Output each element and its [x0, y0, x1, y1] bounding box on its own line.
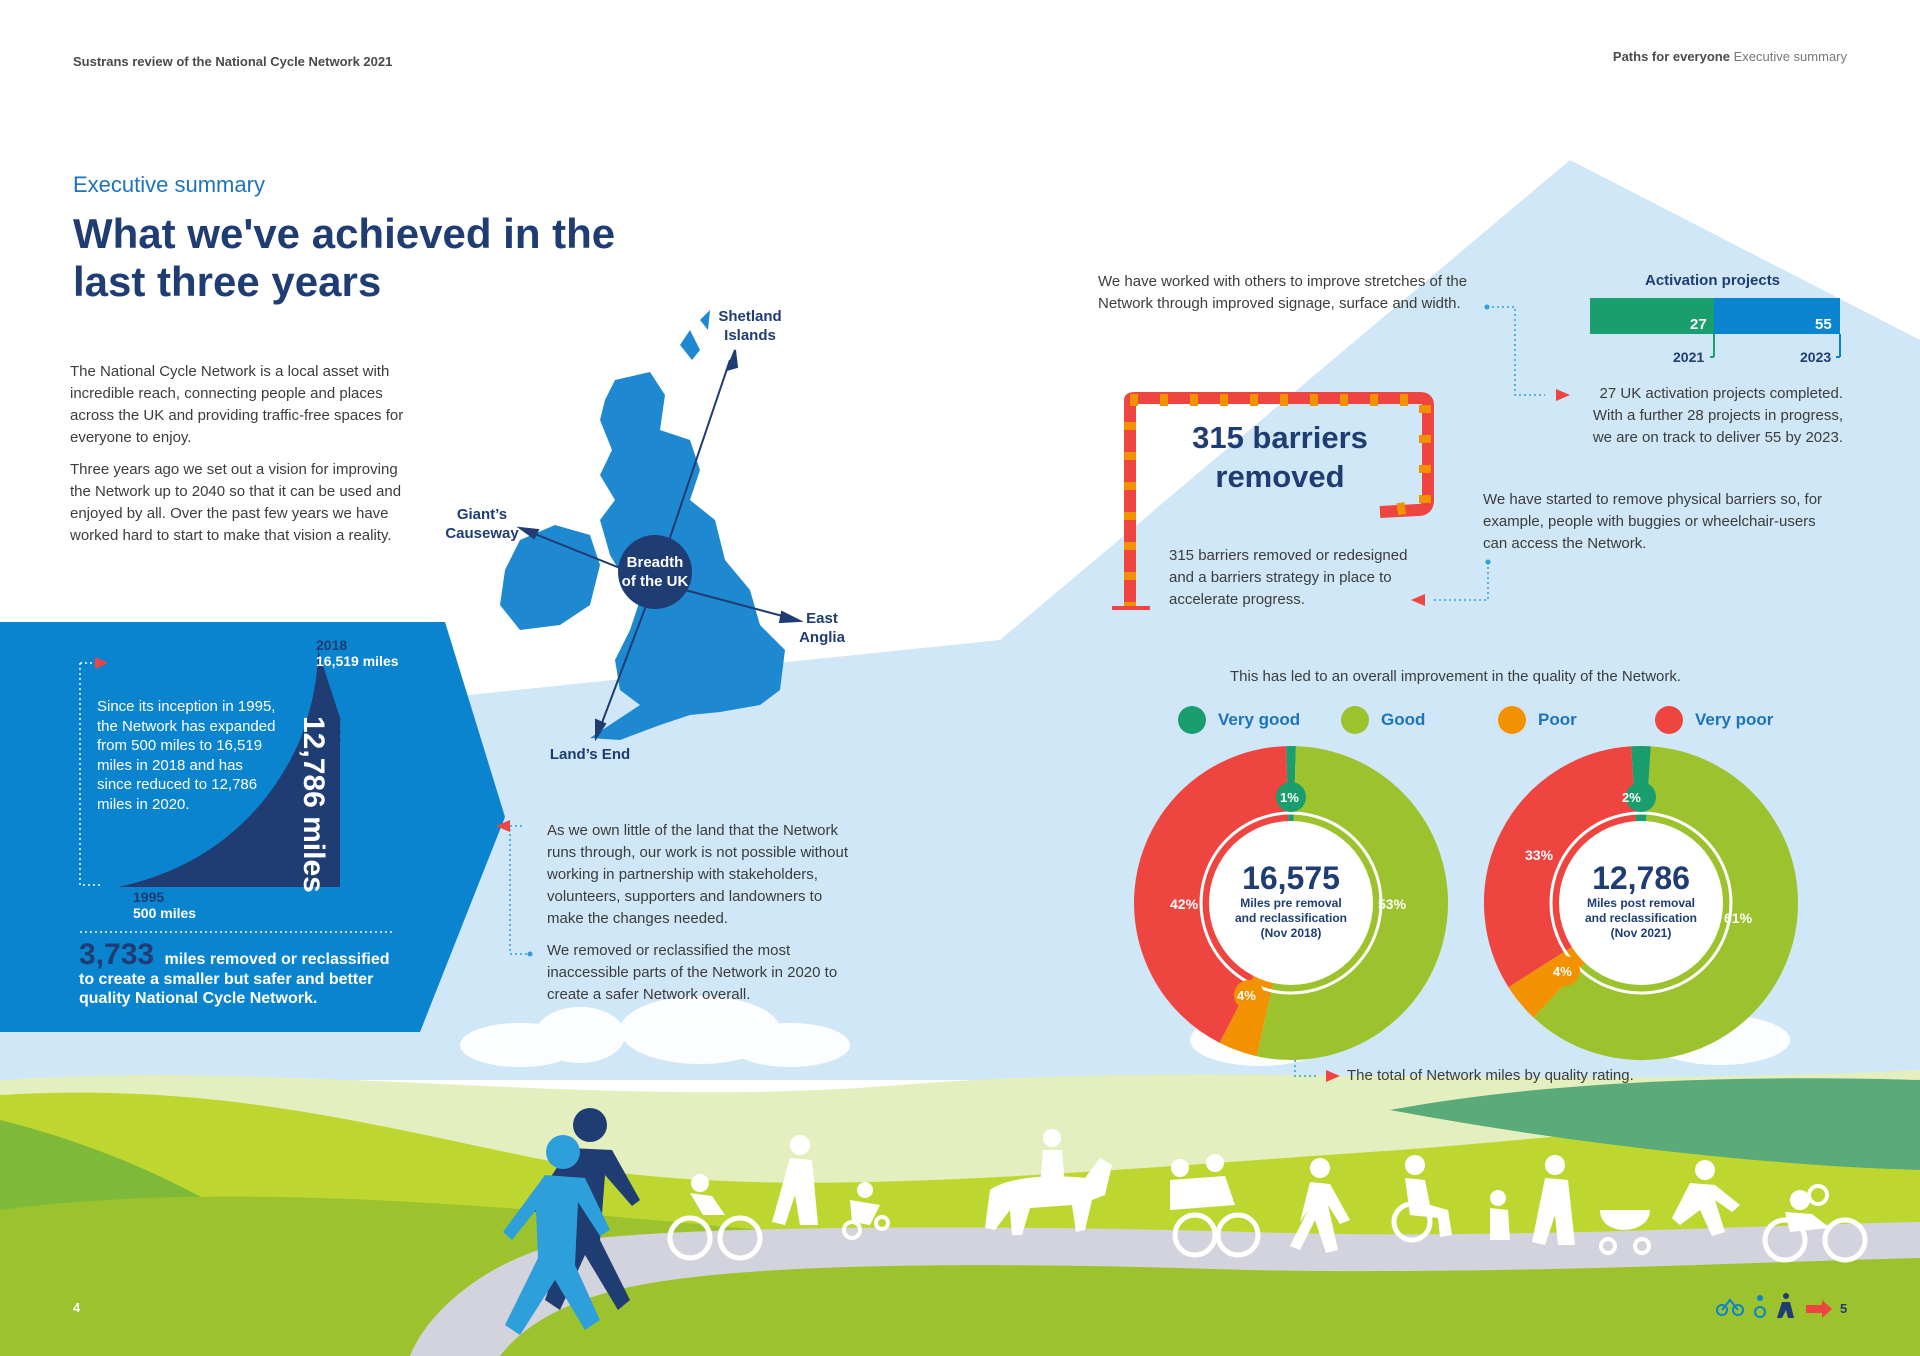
east-anglia-label-1: East: [806, 610, 838, 627]
page-number-left: 4: [73, 1300, 81, 1315]
lands-end-label: Land’s End: [549, 746, 631, 763]
east-anglia-label-2: Anglia: [799, 629, 845, 646]
label-2018-miles: 16,519 miles: [316, 653, 399, 669]
donut-2-center: [1561, 860, 1721, 941]
activation-value-2021: 27: [1690, 316, 1707, 333]
donut-2-very-poor-pct: 33%: [1525, 847, 1554, 863]
removed-number: 3,733: [79, 938, 155, 971]
label-2020-year: 2020: [329, 716, 343, 743]
giants-label-1: Giant’s: [456, 506, 508, 523]
activation-text: 27 UK activation projects completed. With a further 28 projects in progress, we are on track to deliver 55 by 2023.: [1592, 385, 1843, 446]
label-1995-miles: 500 miles: [133, 905, 197, 921]
label-2020-miles: 12,786 miles: [297, 716, 330, 893]
removed-text-2: to create a smaller but safer and better: [79, 971, 374, 988]
shetland-label-2: Islands: [724, 327, 776, 344]
signage-text: We have worked with others to improve stretches of the Network through improved signage, surface and width.: [1098, 273, 1468, 312]
activation-title: Activation projects: [1645, 272, 1781, 289]
activation-value-2023: 55: [1815, 316, 1832, 333]
giants-causeway-label: [432, 505, 532, 543]
section-subtitle: Executive summary: [73, 172, 265, 197]
donut-2-very-good-pct: 2%: [1622, 790, 1641, 805]
label-2018-year: 2018: [316, 637, 348, 653]
page-title: [73, 210, 673, 306]
page-title-line-2: last three years: [73, 258, 382, 305]
partnership-text-2: We removed or reclassified the most inaccessible parts of the Network in 2020 to create a safer Network overall.: [547, 942, 838, 1003]
legend-label-very-poor: Very poor: [1695, 710, 1774, 729]
legend-dot-very-good: [1178, 706, 1206, 734]
shetland-label-1: Shetland: [718, 308, 782, 325]
east-anglia-label: [772, 609, 872, 647]
growth-text: Since its inception in 1995, the Network has expanded from 500 miles to 16,519 miles in 2018 and has since reduced to 12,786 miles in 2020.: [97, 698, 276, 813]
barriers-intro: We have started to remove physical barriers so, for example, people with buggies or wheelchair-users can access the Network.: [1483, 491, 1823, 552]
donut-1-very-poor-pct: 42%: [1170, 896, 1199, 912]
removed-text-3: quality National Cycle Network.: [79, 990, 318, 1007]
removed-statement: [79, 940, 419, 1008]
page-number-right: 5: [1840, 1301, 1848, 1316]
breadth-label: [605, 553, 705, 591]
partnership-text-1: As we own little of the land that the Network runs through, our work is not possible without working in partnership with stakeholders, volunteers, supporters and landowners to make the changes needed.: [547, 822, 848, 927]
label-1995: [133, 889, 196, 921]
legend-dot-poor: [1498, 706, 1526, 734]
label-2020-rotated: [297, 716, 343, 893]
donut-1-very-good-pct: 1%: [1280, 790, 1299, 805]
label-1995-year: 1995: [133, 889, 165, 905]
legend-very-poor: [1655, 706, 1773, 734]
page-title-line-1: What we've achieved in the: [73, 210, 616, 257]
legend-dot-good: [1341, 706, 1369, 734]
activation-label-2021: 2021: [1673, 349, 1705, 365]
removed-text-1: miles removed or reclassified: [164, 951, 390, 968]
intro-paragraph-2: Three years ago we set out a vision for improving the Network up to 2040 so that it can be used and enjoyed by all. Over the past few years we have worked hard to start to make that vision a reality.: [70, 461, 402, 544]
legend-label-very-good: Very good: [1218, 710, 1301, 729]
intro-text: [70, 361, 420, 557]
donut-2-total: 12,786: [1592, 860, 1690, 896]
legend-label-good: Good: [1381, 710, 1426, 729]
legend-good: [1341, 706, 1498, 734]
donut-2-caption-2: and reclassification: [1584, 911, 1698, 925]
barriers-headline-2: removed: [1215, 459, 1345, 494]
legend-label-poor: Poor: [1538, 710, 1577, 729]
barriers-headline: [1145, 418, 1415, 496]
donut-1-caption-1: Miles pre removal: [1240, 896, 1342, 910]
quality-lead: This has led to an overall improvement in the quality of the Network.: [1230, 668, 1682, 685]
barriers-headline-1: 315 barriers: [1192, 420, 1368, 455]
header-right-light: Executive summary: [1733, 49, 1847, 64]
donut-2-good-pct: 61%: [1724, 910, 1753, 926]
donut-2-caption-1: Miles post removal: [1586, 896, 1696, 910]
label-2018: [316, 637, 399, 669]
barriers-text: 315 barriers removed or redesigned and a barriers strategy in place to accelerate progress.: [1169, 547, 1408, 608]
donut-1-center: [1211, 860, 1371, 941]
donut-1-caption-3: (Nov 2018): [1260, 926, 1322, 940]
activation-label-2023: 2023: [1800, 349, 1832, 365]
legend-very-good: [1178, 706, 1341, 734]
donut-1-caption-2: and reclassification: [1234, 911, 1348, 925]
header-right: [1613, 49, 1847, 64]
legend-dot-very-poor: [1655, 706, 1683, 734]
donut-1-good-pct: 53%: [1378, 896, 1407, 912]
breadth-label-2: of the UK: [621, 573, 689, 590]
shetland-label: [700, 307, 800, 345]
donut-2-caption-3: (Nov 2021): [1610, 926, 1672, 940]
header-right-bold: Paths for everyone: [1612, 49, 1730, 64]
quality-footnote: The total of Network miles by quality rating.: [1347, 1067, 1634, 1084]
quality-legend: [1178, 706, 1898, 734]
breadth-label-1: Breadth: [626, 554, 684, 571]
header-left: Sustrans review of the National Cycle Network 2021: [73, 54, 393, 69]
legend-poor: [1498, 706, 1655, 734]
giants-label-2: Causeway: [445, 525, 519, 542]
donut-2-poor-pct: 4%: [1553, 964, 1572, 979]
intro-paragraph-1: The National Cycle Network is a local asset with incredible reach, connecting people and places across the UK and providing traffic-free spaces for everyone to enjoy.: [70, 363, 404, 446]
donut-1-total: 16,575: [1242, 860, 1340, 896]
donut-1-poor-pct: 4%: [1237, 988, 1256, 1003]
